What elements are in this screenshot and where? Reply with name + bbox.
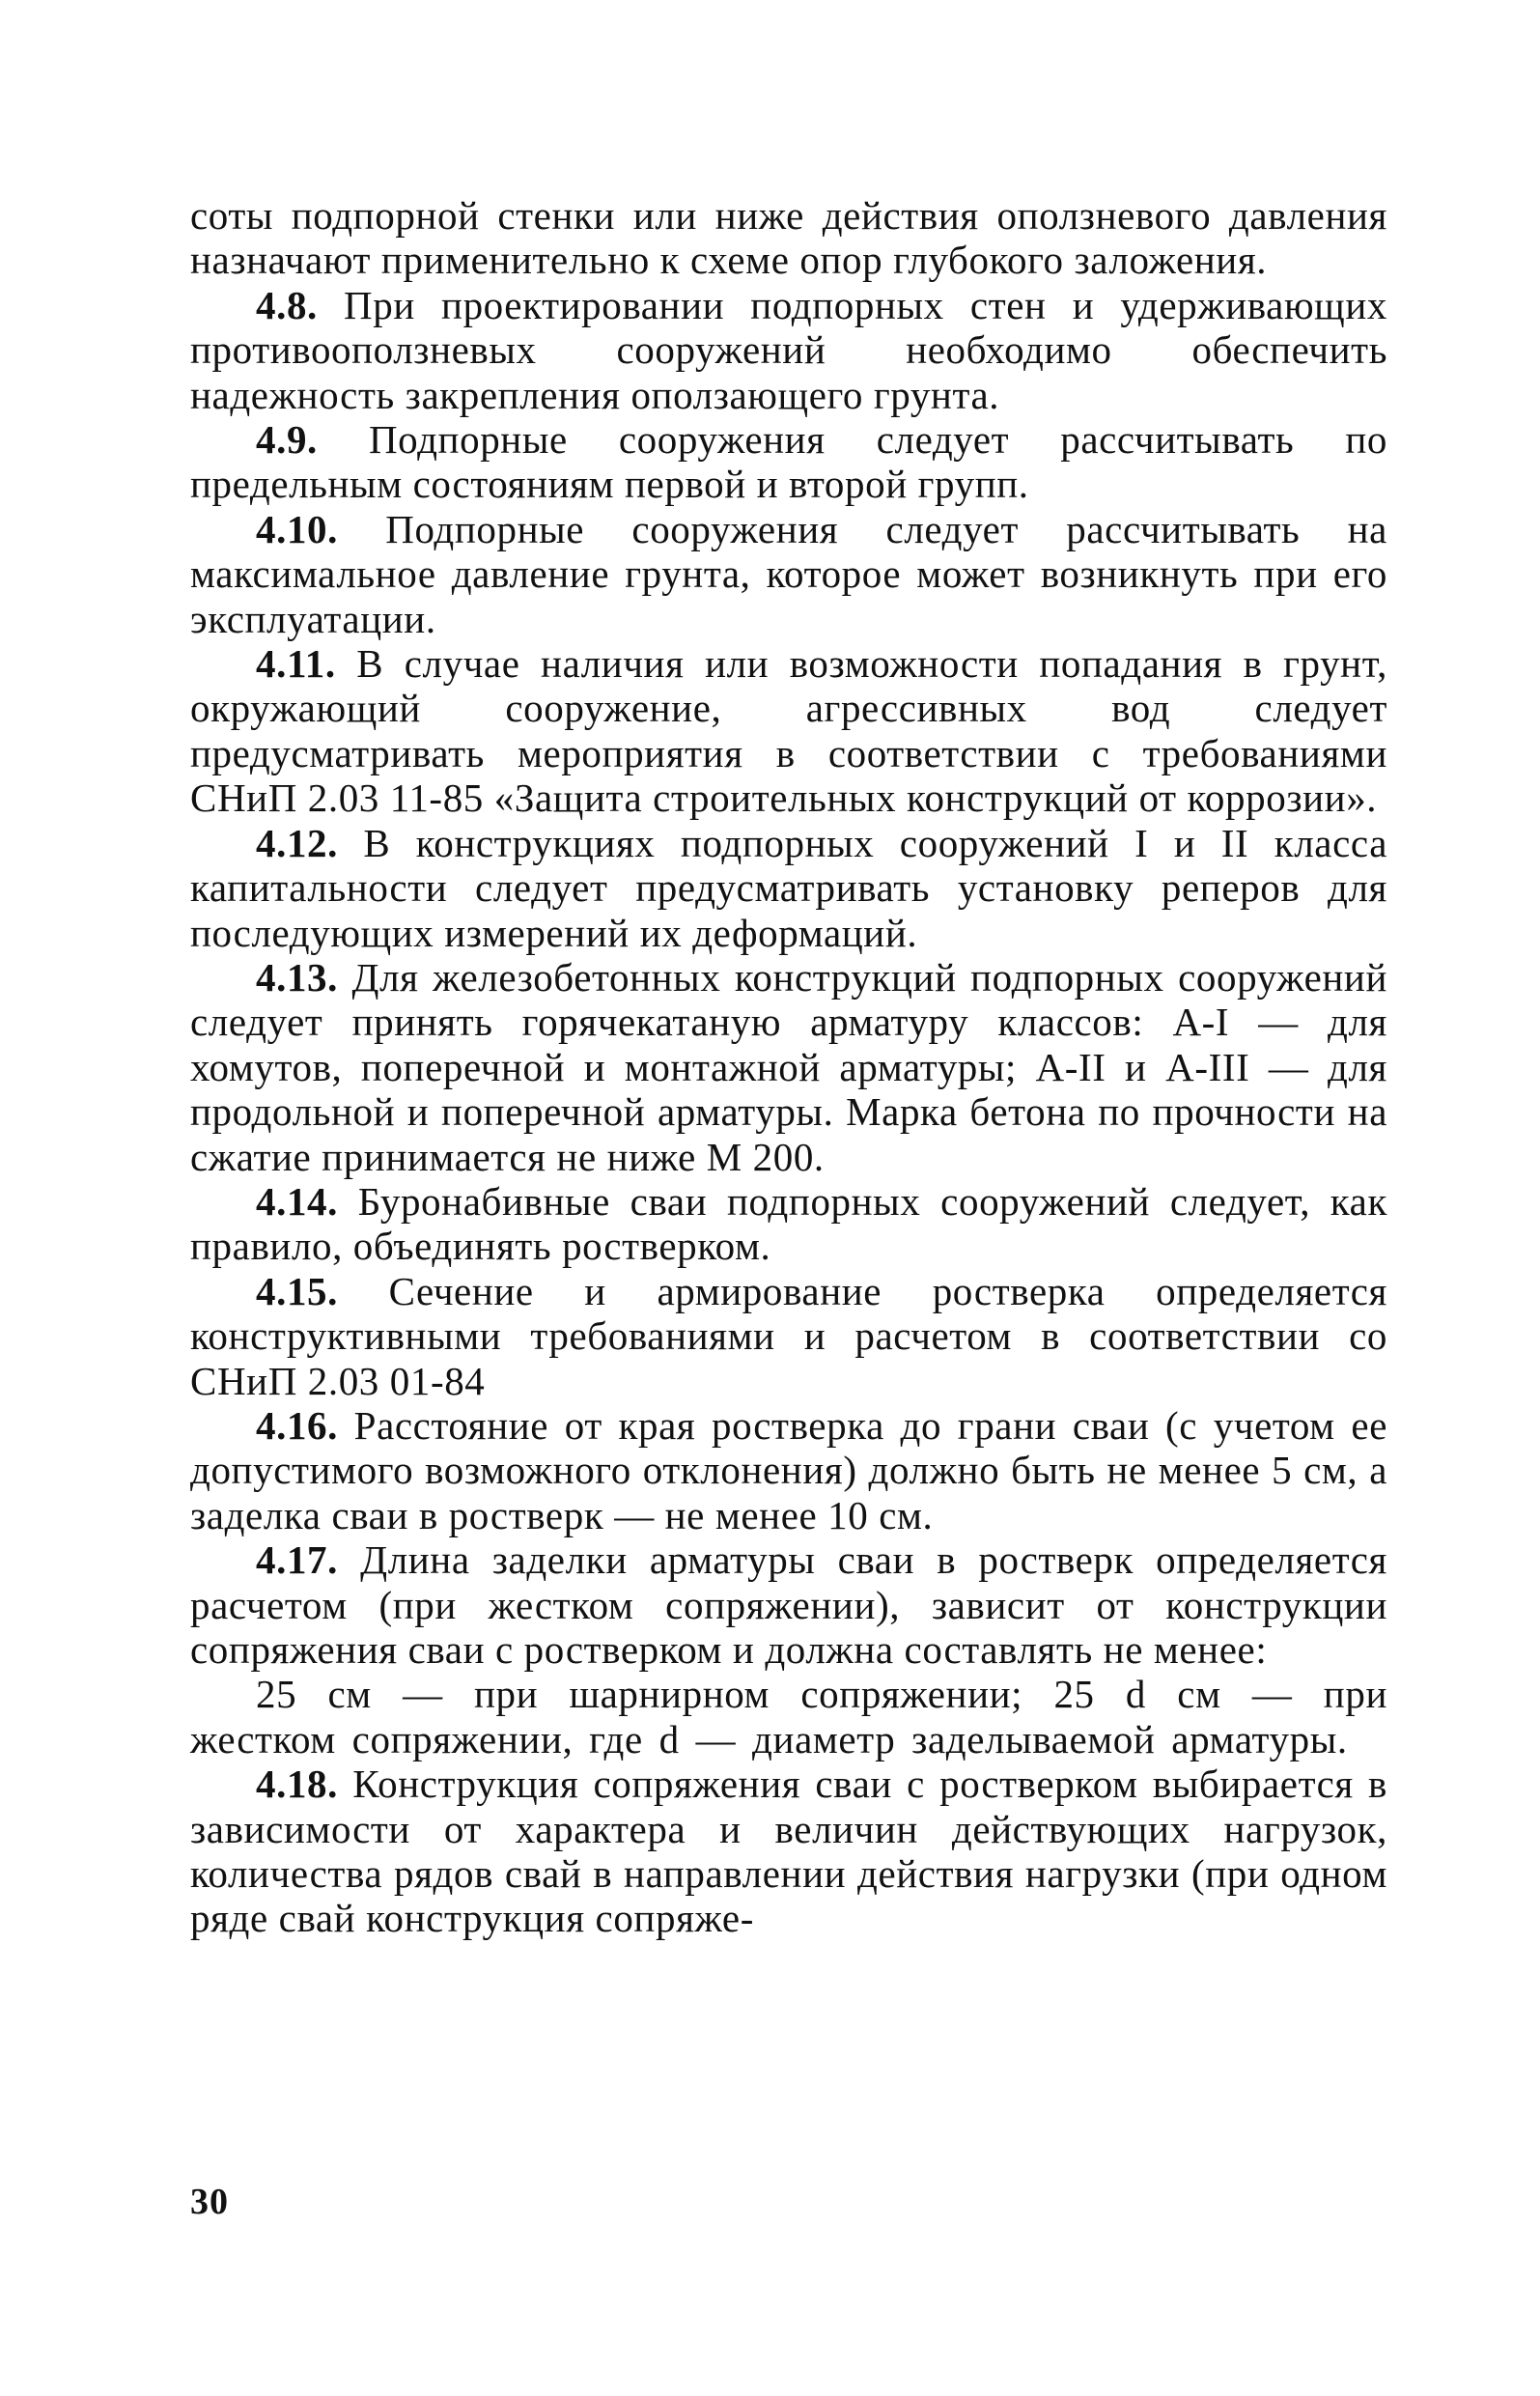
paragraph-text: соты подпорной стенки или ниже действия оползневого давления назначают применительно к схеме опор глубокого заложения.	[190, 193, 1387, 283]
paragraph-text: В конструкциях подпорных сооружений I и II класса капитальности следует предусматривать установку реперов для последующих измерений их деформаций.	[190, 820, 1387, 955]
paragraph-text: Длина заделки арматуры сваи в ростверк определяется расчетом (при жестком сопряжении), зависит от конструкции сопряжения сваи с ростверком и должна составлять не менее:	[190, 1537, 1387, 1672]
clause-number: 4.18.	[256, 1762, 338, 1807]
clause-number: 4.12.	[256, 820, 338, 865]
clause-number: 4.10.	[256, 506, 338, 551]
paragraph-text: 25 см — при шарнирном сопряжении; 25 d см — при жестком сопряжении, где d — диаметр заделываемой арматуры.	[190, 1672, 1387, 1762]
clause-number: 4.15.	[256, 1268, 338, 1313]
page-number: 30	[190, 2182, 229, 2222]
paragraph-4-13	[190, 955, 1387, 1179]
paragraph-4-9	[190, 417, 1387, 507]
paragraph-continuation	[190, 193, 1387, 283]
clause-number: 4.9.	[256, 417, 318, 463]
clause-number: 4.13.	[256, 954, 338, 1000]
paragraph-4-15	[190, 1269, 1387, 1403]
body-text	[190, 193, 1387, 1941]
paragraph-4-10	[190, 507, 1387, 641]
clause-number: 4.17.	[256, 1537, 338, 1583]
paragraph-text: Расстояние от края ростверка до грани сваи (с учетом ее допустимого возможного отклонения) должно быть не менее 5 см, а заделка сваи в ростверк — не менее 10 см.	[190, 1402, 1387, 1537]
paragraph-embedment-lengths	[190, 1672, 1387, 1762]
paragraph-text: Буронабивные сваи подпорных сооружений следует, как правило, объединять ростверком.	[190, 1178, 1387, 1269]
clause-number: 4.8.	[256, 282, 318, 327]
clause-number: 4.16.	[256, 1402, 338, 1448]
clause-number: 4.14.	[256, 1178, 338, 1224]
paragraph-4-11	[190, 641, 1387, 821]
paragraph-text: В случае наличия или возможности попадания в грунт, окружающий сооружение, агрессивных вод следует предусматривать мероприятия в соответствии с требованиями СНиП 2.03 11-85 «Защита строительных конструкций от коррозии».	[190, 641, 1387, 821]
paragraph-text: Конструкция сопряжения сваи с ростверком выбирается в зависимости от характера и величин действующих нагрузок, количества рядов свай в направлении действия нагрузки (при одном ряде свай конструкция сопряже-	[190, 1762, 1387, 1941]
paragraph-text: Для железобетонных конструкций подпорных сооружений следует принять горячекатаную арматуру классов: А-I — для хомутов, поперечной и монтажной арматуры; А-II и А-III — для продольной и поперечной арматуры. Марка бетона по прочности на сжатие принимается не ниже М 200.	[190, 954, 1387, 1179]
clause-number: 4.11.	[256, 641, 336, 687]
paragraph-4-18	[190, 1762, 1387, 1941]
paragraph-4-17	[190, 1537, 1387, 1672]
paragraph-text: При проектировании подпорных стен и удерживающих противооползневых сооружений необходимо обеспечить надежность закрепления оползающего грунта.	[190, 282, 1387, 417]
paragraph-4-16	[190, 1403, 1387, 1537]
paragraph-4-8	[190, 283, 1387, 417]
paragraph-4-14	[190, 1179, 1387, 1269]
paragraph-text: Подпорные сооружения следует рассчитывать на максимальное давление грунта, которое может возникнуть при его эксплуатации.	[190, 506, 1387, 641]
paragraph-text: Сечение и армирование ростверка определяется конструктивными требованиями и расчетом в соответствии со СНиП 2.03 01-84	[190, 1268, 1387, 1403]
paragraph-text: Подпорные сооружения следует рассчитывать по предельным состояниям первой и второй групп.	[190, 417, 1387, 507]
paragraph-4-12	[190, 821, 1387, 955]
